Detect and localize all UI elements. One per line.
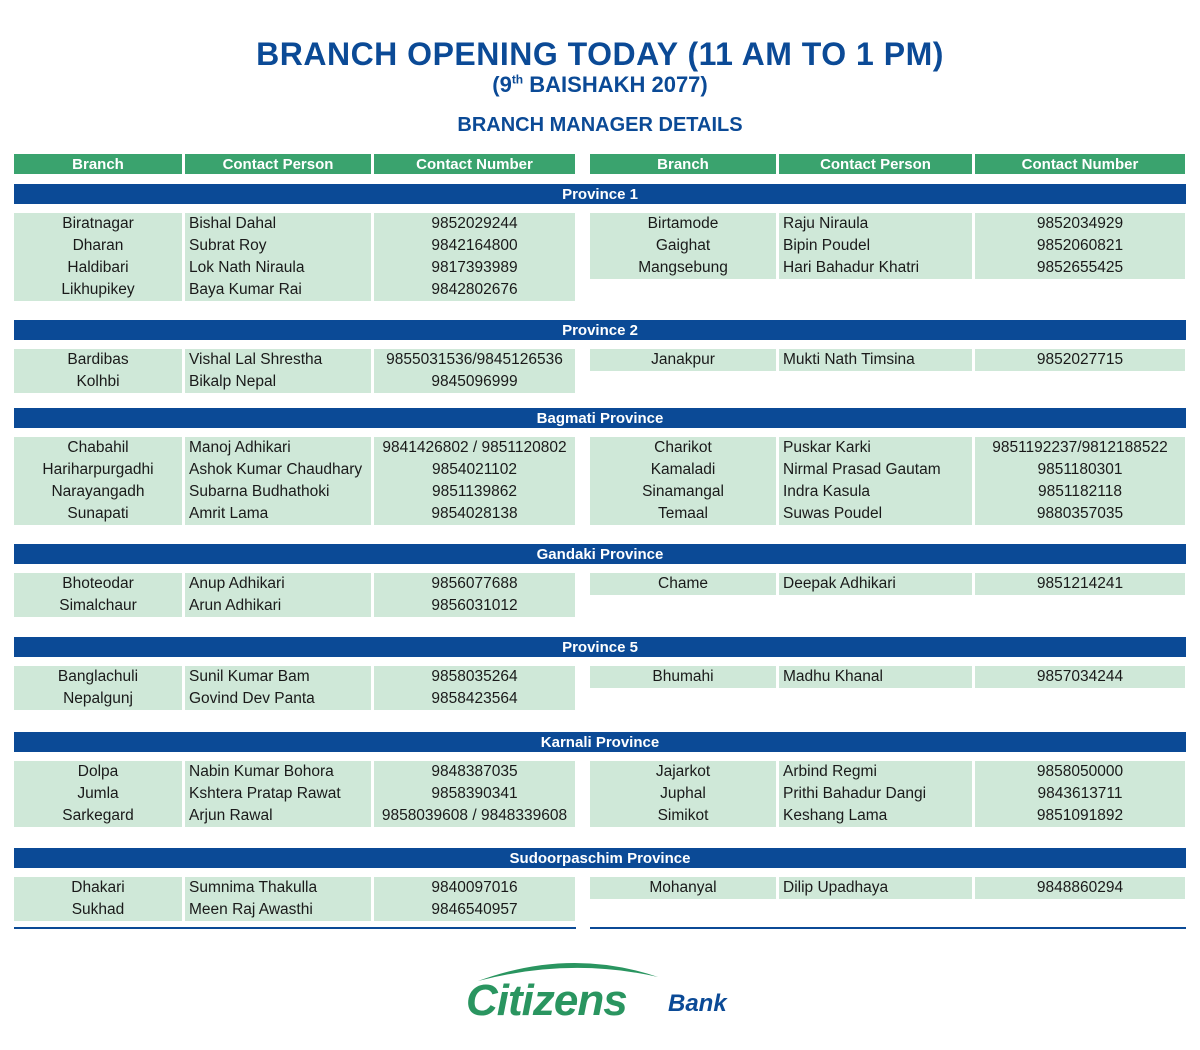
branch-cell: Narayangadh <box>51 483 145 500</box>
date-open: (9 <box>492 72 512 97</box>
branch-column <box>14 573 182 617</box>
header-right <box>590 154 1185 174</box>
contact-number-cell: 9854021102 <box>431 461 518 478</box>
branch-cell: Dhakari <box>71 879 125 896</box>
branch-cell: Gaighat <box>655 237 711 254</box>
contact-person-column <box>185 877 371 921</box>
branch-cell: Sukhad <box>71 901 125 918</box>
province-block-right <box>590 349 1185 371</box>
contact-number-column <box>374 666 575 710</box>
branch-cell: Simikot <box>657 807 709 824</box>
province-block-right <box>590 761 1185 827</box>
contact-person-cell: Lok Nath Niraula <box>189 259 305 276</box>
contact-person-cell: Prithi Bahadur Dangi <box>783 785 927 802</box>
contact-number-cell: 9852060821 <box>1036 237 1124 254</box>
contact-number-cell: 9840097016 <box>431 879 518 896</box>
branch-cell: Juphal <box>660 785 706 802</box>
contact-person-cell: Mukti Nath Timsina <box>783 351 915 368</box>
section-title: BRANCH MANAGER DETAILS <box>457 114 743 136</box>
contact-person-cell: Manoj Adhikari <box>189 439 291 456</box>
branch-cell: Sinamangal <box>642 483 724 500</box>
contact-number-cell: 9854028138 <box>431 505 518 522</box>
branch-cell: Bardibas <box>67 351 129 368</box>
province-block-right <box>590 437 1185 525</box>
contact-person-cell: Arun Adhikari <box>189 597 282 614</box>
contact-person-cell: Vishal Lal Shrestha <box>189 351 323 368</box>
header-contact-person: Contact Person <box>779 154 972 174</box>
branch-cell: Kamaladi <box>650 461 716 478</box>
contact-person-cell: Dilip Upadhaya <box>783 879 889 896</box>
province-header: Province 2 <box>14 320 1186 340</box>
contact-person-cell: Sunil Kumar Bam <box>189 668 310 685</box>
contact-number-column <box>374 573 575 617</box>
branch-column <box>14 761 182 827</box>
contact-person-column <box>779 213 972 279</box>
contact-number-cell: 9843613711 <box>1037 785 1123 802</box>
branch-column <box>590 761 776 827</box>
contact-person-column <box>779 877 972 899</box>
logo-suffix: Bank <box>668 990 727 1017</box>
branch-cell: Hariharpurgadhi <box>42 461 154 478</box>
province-header: Province 5 <box>14 637 1186 657</box>
branch-cell: Bhoteodar <box>62 575 134 592</box>
branch-cell: Sunapati <box>67 505 129 522</box>
contact-person-cell: Keshang Lama <box>783 807 888 824</box>
contact-person-column <box>779 349 972 371</box>
province-block-left <box>14 761 575 827</box>
contact-person-cell: Meen Raj Awasthi <box>189 901 313 918</box>
branch-cell: Chabahil <box>67 439 129 456</box>
contact-number-column <box>975 437 1185 525</box>
contact-person-column <box>185 666 371 710</box>
branch-cell: Haldibari <box>67 259 129 276</box>
contact-person-cell: Baya Kumar Rai <box>189 281 302 298</box>
contact-number-column <box>374 877 575 921</box>
contact-number-cell: 9856077688 <box>431 575 518 592</box>
contact-person-cell: Kshtera Pratap Rawat <box>189 785 341 802</box>
contact-person-cell: Nirmal Prasad Gautam <box>783 461 941 478</box>
province-header: Sudoorpaschim Province <box>14 848 1186 868</box>
contact-number-cell: 9851182118 <box>1038 483 1122 500</box>
contact-person-cell: Bishal Dahal <box>189 215 277 232</box>
contact-number-cell: 9852027715 <box>1036 351 1124 368</box>
contact-number-cell: 9817393989 <box>431 259 518 276</box>
contact-number-cell: 9851192237/9812188522 <box>992 439 1168 456</box>
contact-number-cell: 9845096999 <box>431 373 518 390</box>
contact-person-cell: Puskar Karki <box>783 439 871 456</box>
contact-number-column <box>975 877 1185 899</box>
contact-person-column <box>779 666 972 688</box>
header-contact-person: Contact Person <box>185 154 371 174</box>
province-block-right <box>590 666 1185 688</box>
contact-number-column <box>374 761 575 827</box>
contact-person-cell: Subarna Budhathoki <box>189 483 330 500</box>
contact-person-cell: Raju Niraula <box>783 215 869 232</box>
province-header: Province 1 <box>14 184 1186 204</box>
contact-person-cell: Amrit Lama <box>189 505 269 522</box>
contact-number-cell: 9856031012 <box>431 597 518 614</box>
contact-person-column <box>779 761 972 827</box>
header-contact-number: Contact Number <box>374 154 575 174</box>
contact-number-cell: 9848860294 <box>1036 879 1124 896</box>
province-header: Bagmati Province <box>14 408 1186 428</box>
branch-cell: Jumla <box>77 785 119 802</box>
contact-number-cell: 9851091892 <box>1036 807 1124 824</box>
branch-cell: Jajarkot <box>655 763 711 780</box>
contact-number-cell: 9857034244 <box>1036 668 1124 685</box>
province-block-left <box>14 349 575 393</box>
page-title: BRANCH OPENING TODAY (11 AM TO 1 PM) <box>256 36 944 72</box>
branch-cell: Chame <box>658 575 708 592</box>
branch-cell: Simalchaur <box>59 597 137 614</box>
branch-column <box>590 573 776 595</box>
contact-person-cell: Anup Adhikari <box>189 575 285 592</box>
contact-number-cell: 9851214241 <box>1036 575 1124 592</box>
contact-number-column <box>975 666 1185 688</box>
contact-person-cell: Ashok Kumar Chaudhary <box>189 461 363 478</box>
contact-person-cell: Bikalp Nepal <box>189 373 277 390</box>
contact-person-column <box>185 761 371 827</box>
contact-number-cell: 9858039608 / 9848339608 <box>381 807 568 824</box>
province-block-left <box>14 213 575 301</box>
contact-person-column <box>185 213 371 301</box>
contact-person-column <box>779 437 972 525</box>
branch-cell: Dolpa <box>77 763 119 780</box>
province-block-left <box>14 437 575 525</box>
branch-cell: Bhumahi <box>652 668 714 685</box>
contact-number-column <box>975 349 1185 371</box>
branch-cell: Nepalgunj <box>63 690 133 707</box>
branch-column <box>590 349 776 371</box>
contact-number-cell: 9841426802 / 9851120802 <box>382 439 567 456</box>
branch-cell: Charikot <box>654 439 712 456</box>
branch-cell: Birtamode <box>647 215 719 232</box>
contact-number-cell: 9858423564 <box>431 690 518 707</box>
contact-person-cell: Madhu Khanal <box>783 668 883 685</box>
header-contact-number: Contact Number <box>975 154 1185 174</box>
contact-number-column <box>975 573 1185 595</box>
contact-number-cell: 9851180301 <box>1037 461 1123 478</box>
contact-person-column <box>185 573 371 617</box>
contact-number-cell: 9842164800 <box>431 237 518 254</box>
province-header: Gandaki Province <box>14 544 1186 564</box>
contact-number-column <box>374 349 575 393</box>
branch-column <box>14 349 182 393</box>
contact-person-column <box>185 349 371 393</box>
branch-column <box>590 877 776 899</box>
contact-person-column <box>779 573 972 595</box>
logo-name: Citizens <box>466 976 627 1025</box>
contact-number-column <box>975 213 1185 279</box>
branch-cell: Biratnagar <box>62 215 134 232</box>
contact-number-cell: 9858050000 <box>1036 763 1124 780</box>
province-block-right <box>590 213 1185 279</box>
branch-column <box>14 666 182 710</box>
branch-column <box>14 437 182 525</box>
contact-person-cell: Suwas Poudel <box>783 505 883 522</box>
province-block-left <box>14 573 575 617</box>
branch-cell: Mangsebung <box>638 259 728 276</box>
contact-number-column <box>374 213 575 301</box>
contact-number-cell: 9848387035 <box>431 763 518 780</box>
bottom-rule-right <box>590 927 1186 929</box>
province-block-left <box>14 877 575 921</box>
branch-cell: Mohanyal <box>649 879 717 896</box>
contact-number-cell: 9842802676 <box>431 281 518 298</box>
contact-person-cell: Bipin Poudel <box>783 237 871 254</box>
branch-cell: Banglachuli <box>57 668 139 685</box>
branch-column <box>590 213 776 279</box>
branch-cell: Sarkegard <box>62 807 134 824</box>
header-left <box>14 154 575 174</box>
contact-person-cell: Nabin Kumar Bohora <box>189 763 334 780</box>
branch-column <box>590 437 776 525</box>
contact-person-column <box>185 437 371 525</box>
province-header: Karnali Province <box>14 732 1186 752</box>
contact-number-cell: 9851139862 <box>431 483 518 500</box>
contact-number-cell: 9852029244 <box>431 215 518 232</box>
contact-person-cell: Arbind Regmi <box>783 763 877 780</box>
contact-person-cell: Sumnima Thakulla <box>189 879 318 896</box>
contact-number-column <box>975 761 1185 827</box>
header-branch: Branch <box>590 154 776 174</box>
page-date <box>0 72 1200 98</box>
header-branch: Branch <box>14 154 182 174</box>
contact-number-cell: 9855031536/9845126536 <box>386 351 563 368</box>
branch-cell: Temaal <box>658 505 708 522</box>
branch-cell: Janakpur <box>651 351 715 368</box>
branch-column <box>14 877 182 921</box>
province-block-right <box>590 877 1185 899</box>
branch-cell: Dharan <box>72 237 124 254</box>
contact-number-cell: 9852655425 <box>1036 259 1124 276</box>
province-block-left <box>14 666 575 710</box>
branch-column <box>14 213 182 301</box>
contact-person-cell: Indra Kasula <box>783 483 871 500</box>
contact-number-cell: 9852034929 <box>1036 215 1124 232</box>
bottom-rule-left <box>14 927 576 929</box>
contact-person-cell: Hari Bahadur Khatri <box>783 259 920 276</box>
branch-cell: Likhupikey <box>61 281 135 298</box>
date-rest: BAISHAKH 2077) <box>523 72 708 97</box>
contact-person-cell: Govind Dev Panta <box>189 690 315 707</box>
contact-number-cell: 9846540957 <box>431 901 518 918</box>
contact-person-cell: Arjun Rawal <box>189 807 273 824</box>
contact-person-cell: Deepak Adhikari <box>783 575 896 592</box>
province-block-right <box>590 573 1185 595</box>
branch-column <box>590 666 776 688</box>
contact-number-column <box>374 437 575 525</box>
branch-cell: Kolhbi <box>76 373 120 390</box>
contact-person-cell: Subrat Roy <box>189 237 267 254</box>
contact-number-cell: 9858035264 <box>431 668 518 685</box>
contact-number-cell: 9880357035 <box>1036 505 1124 522</box>
contact-number-cell: 9858390341 <box>431 785 518 802</box>
date-sup: th <box>511 72 524 87</box>
